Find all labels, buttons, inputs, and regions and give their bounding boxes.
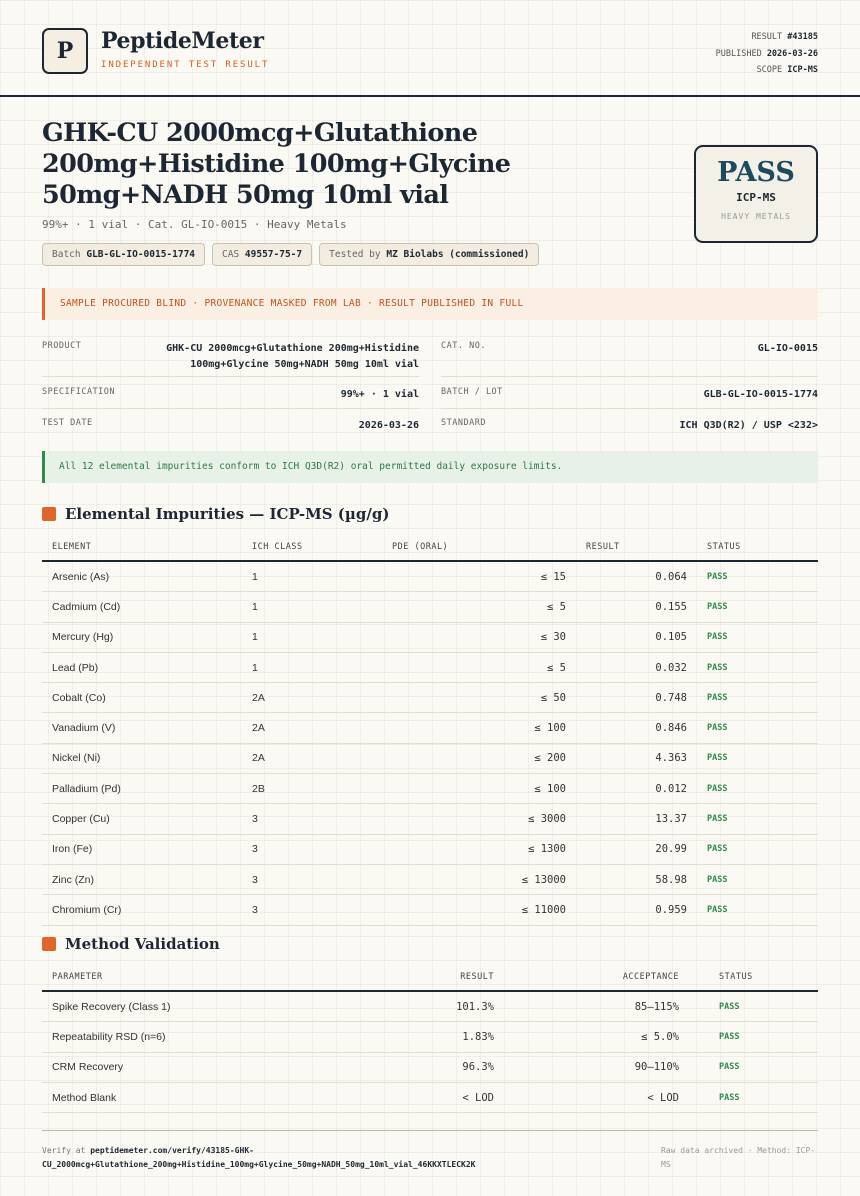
detail-label: STANDARD bbox=[441, 418, 486, 428]
status-badge: PASS bbox=[697, 774, 818, 804]
conformance-banner: All 12 elemental impurities conform to ICH Q3D(R2) oral permitted daily exposure limits. bbox=[42, 451, 818, 483]
column-header: RESULT bbox=[242, 963, 504, 991]
column-header: ICH CLASS bbox=[242, 533, 382, 561]
status-badge: PASS bbox=[697, 683, 818, 713]
table-header-row bbox=[42, 533, 818, 561]
result-cell: 0.032 bbox=[576, 652, 697, 682]
column-header: STATUS bbox=[689, 963, 818, 991]
acceptance-cell: ≤ 5.0% bbox=[504, 1022, 689, 1052]
status-badge: PASS bbox=[689, 1082, 818, 1112]
blind-procurement-notice: SAMPLE PROCURED BLIND · PROVENANCE MASKED FROM LAB · RESULT PUBLISHED IN FULL bbox=[42, 288, 818, 320]
detail-label: BATCH / LOT bbox=[441, 387, 503, 397]
status-badge: PASS bbox=[689, 1052, 818, 1082]
brand-name: PeptideMeter bbox=[101, 28, 264, 54]
pde-cell: ≤ 13000 bbox=[382, 864, 576, 894]
report-meta bbox=[716, 29, 818, 79]
table-row bbox=[42, 592, 818, 622]
ich-class-cell: 2A bbox=[242, 743, 382, 773]
column-header: STATUS bbox=[697, 533, 818, 561]
pde-cell: ≤ 15 bbox=[382, 561, 576, 592]
acceptance-cell: 85–115% bbox=[504, 991, 689, 1022]
detail-specification bbox=[42, 387, 419, 409]
pde-cell: ≤ 50 bbox=[382, 683, 576, 713]
element-cell: Cobalt (Co) bbox=[42, 683, 242, 713]
detail-product bbox=[42, 341, 419, 377]
pde-cell: ≤ 11000 bbox=[382, 895, 576, 925]
impurities-section-title bbox=[42, 505, 389, 523]
parameter-cell: Method Blank bbox=[42, 1082, 242, 1112]
detail-cat-no bbox=[441, 341, 818, 377]
element-cell: Vanadium (V) bbox=[42, 713, 242, 743]
result-cell: 0.748 bbox=[576, 683, 697, 713]
status-badge: PASS bbox=[697, 561, 818, 592]
ich-class-cell: 3 bbox=[242, 834, 382, 864]
status-badge: PASS bbox=[697, 864, 818, 894]
stamp-result: PASS bbox=[717, 157, 795, 188]
pass-stamp bbox=[694, 145, 818, 243]
report-header bbox=[0, 0, 860, 97]
detail-value: GLB-GL-IO-0015-1774 bbox=[703, 389, 818, 400]
status-badge: PASS bbox=[697, 652, 818, 682]
ich-class-cell: 3 bbox=[242, 895, 382, 925]
detail-label: SPECIFICATION bbox=[42, 387, 116, 397]
ich-class-cell: 1 bbox=[242, 622, 382, 652]
element-cell: Cadmium (Cd) bbox=[42, 592, 242, 622]
pde-cell: ≤ 3000 bbox=[382, 804, 576, 834]
ich-class-cell: 1 bbox=[242, 561, 382, 592]
detail-value: GL-IO-0015 bbox=[757, 343, 818, 354]
tested-by-chip: Tested by MZ Biolabs (commissioned) bbox=[319, 243, 539, 266]
table-row bbox=[42, 804, 818, 834]
ich-class-cell: 3 bbox=[242, 864, 382, 894]
result-cell: 0.959 bbox=[576, 895, 697, 925]
table-row bbox=[42, 713, 818, 743]
result-cell: 13.37 bbox=[576, 804, 697, 834]
pde-cell: ≤ 200 bbox=[382, 743, 576, 773]
table-header-row bbox=[42, 963, 818, 991]
status-badge: PASS bbox=[697, 592, 818, 622]
section-heading: Method Validation bbox=[65, 935, 220, 953]
section-marker-icon bbox=[42, 507, 56, 521]
table-row bbox=[42, 683, 818, 713]
status-badge: PASS bbox=[697, 713, 818, 743]
status-badge: PASS bbox=[697, 804, 818, 834]
parameter-cell: Repeatability RSD (n=6) bbox=[42, 1022, 242, 1052]
result-cell: 0.012 bbox=[576, 774, 697, 804]
section-marker-icon bbox=[42, 937, 56, 951]
detail-label: CAT. NO. bbox=[441, 341, 486, 351]
acceptance-cell: 90–110% bbox=[504, 1052, 689, 1082]
element-cell: Mercury (Hg) bbox=[42, 622, 242, 652]
result-cell: 1.83% bbox=[242, 1022, 504, 1052]
pde-cell: ≤ 100 bbox=[382, 774, 576, 804]
table-row bbox=[42, 1022, 818, 1052]
table-row bbox=[42, 743, 818, 773]
scope: SCOPE ICP-MS bbox=[756, 65, 818, 75]
archive-note: Raw data archived · Method: ICP-MS bbox=[661, 1146, 816, 1169]
table-row bbox=[42, 561, 818, 592]
table-row bbox=[42, 1052, 818, 1082]
ich-class-cell: 1 bbox=[242, 592, 382, 622]
status-badge: PASS bbox=[689, 991, 818, 1022]
detail-batch-lot bbox=[441, 387, 818, 409]
element-cell: Nickel (Ni) bbox=[42, 743, 242, 773]
table-row bbox=[42, 1082, 818, 1112]
status-badge: PASS bbox=[697, 622, 818, 652]
table-row bbox=[42, 895, 818, 925]
result-cell: 20.99 bbox=[576, 834, 697, 864]
result-cell: 0.064 bbox=[576, 561, 697, 592]
status-badge: PASS bbox=[697, 834, 818, 864]
detail-value: ICH Q3D(R2) / USP <232> bbox=[679, 420, 818, 431]
detail-label: PRODUCT bbox=[42, 341, 82, 351]
pde-cell: ≤ 5 bbox=[382, 652, 576, 682]
column-header: ACCEPTANCE bbox=[504, 963, 689, 991]
stamp-method: ICP-MS bbox=[736, 191, 776, 204]
brand-logo: P bbox=[42, 28, 88, 74]
footer-divider bbox=[42, 1130, 818, 1131]
verify-link[interactable]: Verify at peptidemeter.com/verify/43185-GHK-CU_2000mcg+Glutathione_200mg+Histidine_100mg+Glycine_50mg+NADH_50mg_10ml_vial_46KKXTLECK2K bbox=[42, 1146, 476, 1169]
pde-cell: ≤ 30 bbox=[382, 622, 576, 652]
table-row bbox=[42, 864, 818, 894]
element-cell: Chromium (Cr) bbox=[42, 895, 242, 925]
table-row bbox=[42, 622, 818, 652]
cas-chip: CAS 49557-75-7 bbox=[212, 243, 312, 266]
pde-cell: ≤ 100 bbox=[382, 713, 576, 743]
detail-value: 99%+ · 1 vial bbox=[340, 389, 419, 400]
table-row bbox=[42, 834, 818, 864]
table-row bbox=[42, 774, 818, 804]
status-badge: PASS bbox=[697, 743, 818, 773]
element-cell: Zinc (Zn) bbox=[42, 864, 242, 894]
result-cell: 0.846 bbox=[576, 713, 697, 743]
status-badge: PASS bbox=[689, 1022, 818, 1052]
result-id: RESULT #43185 bbox=[751, 32, 818, 42]
pde-cell: ≤ 5 bbox=[382, 592, 576, 622]
product-subline: 99%+ · 1 vial · Cat. GL-IO-0015 · Heavy Metals bbox=[42, 218, 347, 231]
table-row bbox=[42, 652, 818, 682]
column-header: ELEMENT bbox=[42, 533, 242, 561]
result-cell: 96.3% bbox=[242, 1052, 504, 1082]
batch-chip: Batch GLB-GL-IO-0015-1774 bbox=[42, 243, 205, 266]
validation-section-title bbox=[42, 935, 220, 953]
result-cell: < LOD bbox=[242, 1082, 504, 1112]
ich-class-cell: 2B bbox=[242, 774, 382, 804]
parameter-cell: Spike Recovery (Class 1) bbox=[42, 991, 242, 1022]
detail-value: 2026-03-26 bbox=[358, 420, 419, 431]
status-badge: PASS bbox=[697, 895, 818, 925]
detail-test-date bbox=[42, 418, 419, 439]
result-cell: 101.3% bbox=[242, 991, 504, 1022]
result-cell: 0.155 bbox=[576, 592, 697, 622]
ich-class-cell: 2A bbox=[242, 713, 382, 743]
element-cell: Copper (Cu) bbox=[42, 804, 242, 834]
element-cell: Palladium (Pd) bbox=[42, 774, 242, 804]
validation-table bbox=[42, 963, 818, 1113]
ich-class-cell: 3 bbox=[242, 804, 382, 834]
column-header: PDE (ORAL) bbox=[382, 533, 576, 561]
impurities-table bbox=[42, 533, 818, 926]
element-cell: Lead (Pb) bbox=[42, 652, 242, 682]
element-cell: Arsenic (As) bbox=[42, 561, 242, 592]
ich-class-cell: 1 bbox=[242, 652, 382, 682]
result-cell: 58.98 bbox=[576, 864, 697, 894]
acceptance-cell: < LOD bbox=[504, 1082, 689, 1112]
parameter-cell: CRM Recovery bbox=[42, 1052, 242, 1082]
published-date: PUBLISHED 2026-03-26 bbox=[715, 48, 818, 59]
brand-tagline: INDEPENDENT TEST RESULT bbox=[101, 60, 270, 70]
pde-cell: ≤ 1300 bbox=[382, 834, 576, 864]
section-heading: Elemental Impurities — ICP-MS (µg/g) bbox=[65, 505, 390, 523]
detail-label: TEST DATE bbox=[42, 418, 93, 428]
detail-value: GHK-CU 2000mcg+Glutathione 200mg+Histidine 100mg+Glycine 50mg+NADH 50mg 10ml vial bbox=[166, 343, 419, 370]
column-header: PARAMETER bbox=[42, 963, 242, 991]
element-cell: Iron (Fe) bbox=[42, 834, 242, 864]
ich-class-cell: 2A bbox=[242, 683, 382, 713]
result-cell: 0.105 bbox=[576, 622, 697, 652]
table-row bbox=[42, 991, 818, 1022]
result-cell: 4.363 bbox=[576, 743, 697, 773]
column-header: RESULT bbox=[576, 533, 697, 561]
stamp-scope: HEAVY METALS bbox=[721, 212, 791, 221]
chip-row bbox=[42, 243, 539, 266]
detail-standard bbox=[441, 418, 818, 439]
product-title: GHK-CU 2000mcg+Glutathione 200mg+Histidine 100mg+Glycine 50mg+NADH 50mg 10ml vial bbox=[42, 118, 511, 210]
